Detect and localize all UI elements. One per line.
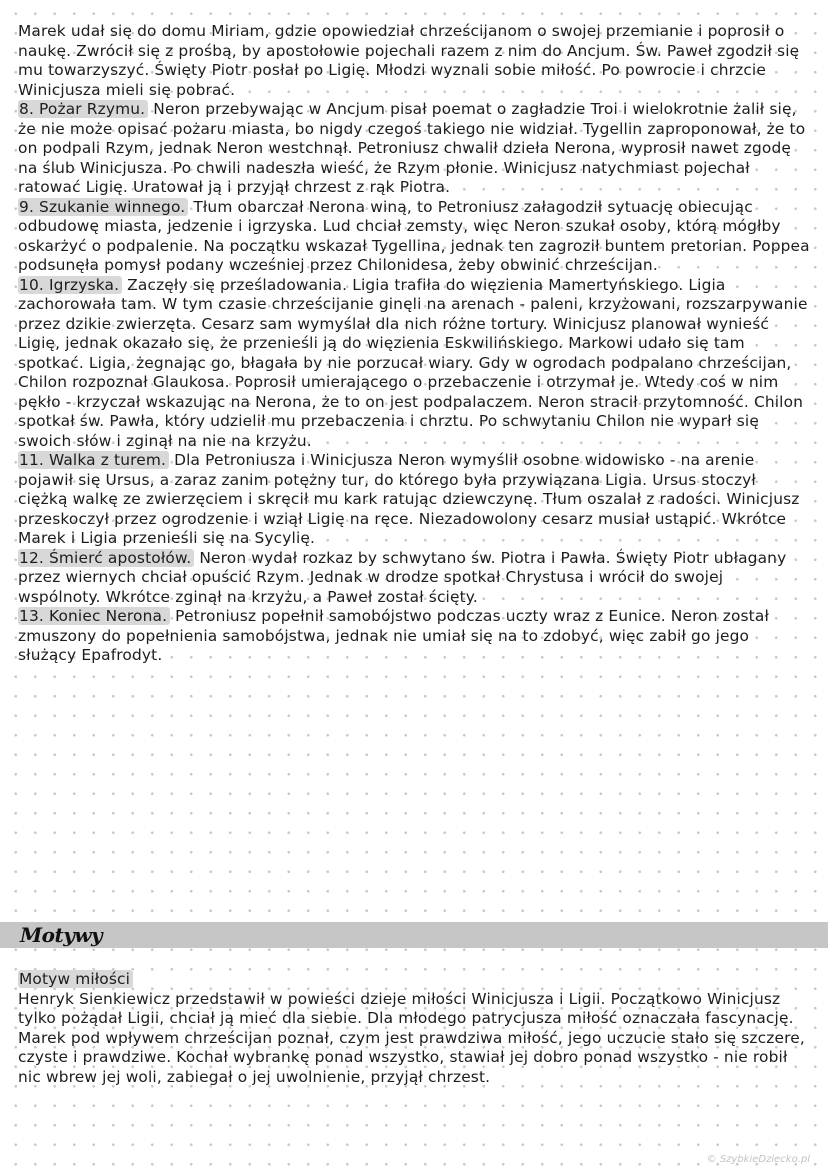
section-text-12: Neron wydał rozkaz by schwytano św. Piotra i Pawła. Święty Piotr ubłagany przez wiernych chciał opuścić Rzym. Jednak w drodze spotkał Chrystusa i wrócił do swojej wspólnoty. Wkrótce zginął na krzyżu, a Paweł został ścięty. — [18, 548, 787, 606]
section-text-8: Neron przebywając w Ancjum pisał poemat o zagładzie Troi i wielokrotnie żalił się, że nie może opisać pożaru miasta, bo nigdy czegoś takiego nie widział. Tygellin zaproponował, że to on podpali Rzym, jednak Neron westchnął. Petroniusz chwalił dzieła Nerona, wyprosił nawet zgodę na ślub Winicjusza. Po chwili nadeszła wieść, że Rzym płonie. Winicjusz natychmiast pojechał ratować Ligię. Uratował ją i przyjął chrzest z rąk Piotra. — [18, 100, 806, 196]
section-text-13: Petroniusz popełnił samobójstwo podczas uczty wraz z Eunice. Neron został zmuszony do popełnienia samobójstwa, jednak nie umiał się na to zdobyć, więc zabił go jego służący Epafrodyt. — [18, 607, 769, 664]
watermark: © SzybkieDziecko.pl — [706, 1154, 810, 1165]
motif-text: Henryk Sienkiewicz przedstawił w powieści dzieje miłości Winicjusza i Ligii. Początkowo Winicjusz tylko pożądał Ligii, chciał ją mieć dla siebie. Dla młodego patrycjusza miłość oznaczała fascynację. Marek pod wpływem chrześcijan poznał, czym jest prawdziwa miłość, jego uczucie stało się szczere, czyste i prawdziwe. Kochał wybrankę ponad wszystko, stawiał jej dobro ponad wszystko - nie robił nic wbrew jej woli, zabiegał o jej uwolnienie, przyjął chrzest. — [18, 989, 805, 1086]
section-heading-10: 10. Igrzyska. — [18, 276, 122, 294]
section-paragraph-10 — [18, 276, 810, 452]
section-heading-13: 13. Koniec Nerona. — [18, 607, 170, 625]
section-paragraph-8 — [18, 100, 810, 198]
section-paragraph-13 — [18, 607, 810, 666]
section-heading-12: 12. Śmierć apostołów. — [18, 549, 194, 567]
motif-section — [18, 970, 810, 1087]
intro-text: Marek udał się do domu Miriam, gdzie opowiedział chrześcijanom o swojej przemianie i poprosił o naukę. Zwrócił się z prośbą, by apostołowie pojechali razem z nim do Ancjum. Św. Paweł zgodził się mu towarzyszyć. Święty Piotr posłał po Ligię. Młodzi wyznali sobie miłość. Po powrocie i chrzcie Winicjusza mieli się pobrać. — [18, 22, 800, 99]
motif-heading: Motyw miłości — [18, 970, 133, 988]
motifs-banner — [0, 922, 828, 948]
section-heading-8: 8. Pożar Rzymu. — [18, 100, 148, 118]
motifs-banner-title: Motywy — [20, 923, 103, 947]
section-paragraph-9 — [18, 198, 810, 276]
section-heading-11: 11. Walka z turem. — [18, 451, 169, 469]
section-text-9: Tłum obarczał Nerona winą, to Petroniusz załagodził sytuację obiecując odbudowę miasta, jedzenie i igrzyska. Lud chciał zemsty, więc Neron szukał osoby, którą mógłby oskarżyć o podpalenie. Na początku wskazał Tygellina, jednak ten zagroził buntem pretorian. Poppea podsunęła pomysł podany wcześniej przez Chilonidesa, żeby obwinić chrześcijan. — [18, 197, 810, 274]
motif-paragraph — [18, 990, 810, 1088]
summary-text — [18, 22, 810, 666]
motif-heading-line — [18, 970, 810, 990]
section-paragraph-12 — [18, 549, 810, 608]
section-text-11: Dla Petroniusza i Winicjusza Neron wymyślił osobne widowisko - na arenie pojawił się Ursus, a zaraz zanim potężny tur, do którego była przywiązana Ligia. Ursus stoczył ciężką walkę ze zwierzęciem i skręcił mu kark ratując dziewczynę. Tłum oszalał z radości. Winicjusz przeskoczył przez ogrodzenie i wziął Ligię na ręce. Niezadowolony cesarz musiał ustąpić. Wkrótce Marek i Ligia przenieśli się na Sycylię. — [18, 451, 800, 547]
intro-paragraph — [18, 22, 810, 100]
section-paragraph-11 — [18, 451, 810, 549]
section-text-10: Zaczęły się prześladowania. Ligia trafiła do więzienia Mamertyńskiego. Ligia zachorowała tam. W tym czasie chrześcijanie ginęli na arenach - paleni, krzyżowani, rozszarpywanie przez dzikie zwierzęta. Cesarz sam wymyślał dla nich różne tortury. Winicjusz planował wynieść Ligię, jednak okazało się, że przenieśli ją do więzienia Eskwilińskiego. Markowi udało się tam spotkać. Ligia, żegnając go, błagała by nie porzucał wiary. Gdy w ogrodach podpalano chrześcijan, Chilon rozpoznał Glaukosa. Poprosił umierającego o przebaczenie i otrzymał je. Wtedy coś w nim pękło - krzyczał wskazując na Nerona, że to on jest podpalaczem. Neron stracił przytomność. Chilon spotkał św. Pawła, który udzielił mu przebaczenia i chrztu. Po schwytaniu Chilon nie wyparł się swoich słów i zginął na nie na krzyżu. — [18, 275, 808, 450]
section-heading-9: 9. Szukanie winnego. — [18, 198, 188, 216]
